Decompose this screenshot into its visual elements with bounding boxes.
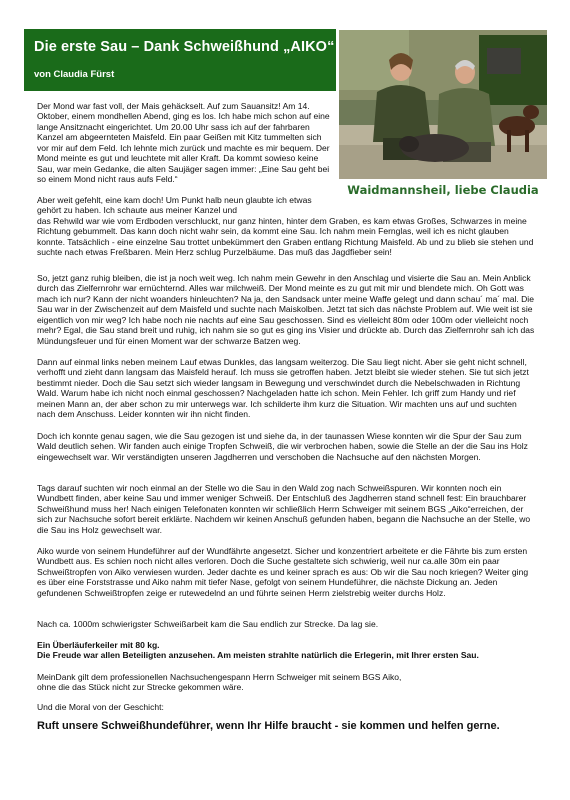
- thanks-line-1: MeinDank gilt dem professionellen Nachsuchengespann Herrn Schweiger mit seinem BGS Aiko,: [37, 672, 402, 682]
- paragraph-1: Der Mond war fast voll, der Mais gehäckselt. Auf zum Sauansitz! Am 14. Oktober, einem mondhellen Abend, ging es los. Ich habe mich schon auf eine lange Ansitznacht eingerichtet. Um 20.00 Uhr sass ich auf der fahrbaren Kanzel am abgeernteten Maisfeld. Ein paar Geißen mit Kitz tummelten sich vor mir auf dem Feld. Ich lehnte mich zurück und machte es mir bequem. Der Mond meinte es gut und leuchtete mit aller Kraft. Da kommt sowieso keine Sau, war mein Gedanke, die alten Saujäger sagen immer: „Eine Sau geht bei so einem Mond nicht raus aufs Feld.“: [37, 101, 330, 185]
- title-banner: [24, 29, 336, 91]
- moral-intro: Und die Moral von der Geschicht:: [37, 702, 164, 712]
- paragraph-2: das Rehwild war wie vom Erdboden verschluckt, nur ganz hinten, hinter dem Graben, es kam etwas Großes, Schwarzes in meine Richtung gebummelt. Das kann doch nicht wahr sein, da kommt eine Sau. Ich nahm mein Fernglas, weil ich es nicht glauben konnte. Tatsächlich - eine einzelne Sau trottet unbekümmert den Graben entlang Richtung Maisfeld. Ab und zu blieb sie stehen und suchte nach etwas Freßbaren. Mein Herz schlug Purzelbäume. Das muß das Jagdfieber sein!: [37, 216, 534, 258]
- paragraph-2-intro: Aber weit gefehlt, eine kam doch! Um Punkt halb neun glaubte ich etwas gehört zu haben. Ich schaute aus meiner Kanzel und: [37, 195, 312, 216]
- paragraph-3: So, jetzt ganz ruhig bleiben, die ist ja noch weit weg. Ich nahm mein Gewehr in den Anschlag und visierte die Sau an. Mein Anblick durch das Zielfernrohr war ernüchternd. Alles war milchweiß. Der Mond meinte es zu gut mit mir und blendete mich. Oh Gott was mach ich nur? Kann der nicht woanders hinleuchten? Na ja, den Sandsack unter meine Waffe gelegt und dann schau´ ma´ mal. Die Sau war in der Zwischenzeit auf dem Maisfeld und suchte nach Maiskolben. Jetzt tat sich das nächste Problem auf. Wie weit ist sie eigentlich von mir weg? Ich habe noch nie nachts auf eine Sau geschossen. Sind es vielleicht 80m oder 100m oder vielleicht noch mehr? Egal, die Sau stand breit und ruhig, ich nahm sie so gut es ging ins Visier und drückte ab. Durch das Zielfernrohr sah ich das Mündungsfeuer und für einen Moment war der schwarze Batzen weg.: [37, 273, 535, 346]
- paragraph-6: Tags darauf suchten wir noch einmal an der Stelle wo die Sau in den Wald zog nach Schweißspuren. Wir konnten noch ein Wundbett finden, aber keine Sau und immer weniger Schweiß. Der Entschluß des Jagdherren stand schnell fest: Ein brauchbarer Schweißhund muss her! Nach einigen Telefonaten konnten wir schließlich Herrn Schweiger mit seinem BGS „Aiko“erreichen, der sich zur Nachsuche sofort bereit erklärte. Nachdem wir keinen Anschuß gefunden haben, begann die Nachsuche an der Stelle, wo die Sau ins Holz gewechselt war.: [37, 483, 531, 535]
- joy-statement: Die Freude war allen Beteiligten anzusehen. Am meisten strahlte natürlich die Erlegerin, mit Ihrer ersten Sau.: [37, 650, 479, 660]
- article-author: von Claudia Fürst: [34, 69, 115, 80]
- closing-appeal: Ruft unsere Schweißhundeführer, wenn Ihr Hilfe braucht - sie kommen und helfen gerne.: [37, 720, 500, 732]
- photo-illustration: [339, 30, 547, 179]
- hunting-photo: [339, 30, 547, 179]
- photo-caption: Waidmannsheil, liebe Claudia: [347, 183, 539, 197]
- paragraph-4: Dann auf einmal links neben meinem Lauf etwas Dunkles, das langsam weiterzog. Die Sau liegt nicht. Aber sie geht nicht schnell, verhofft und zieht dann langsam das Maisfeld herauf. Ich muss sie getroffen haben. Jetzt bleibt sie wieder stehen. Sie tut sich jetzt bestimmt nieder. Doch die Sau setzt sich wieder langsam in Bewegung und verschwindet durch die Nebelschwaden in Richtung Wald. Warum habe ich nicht noch einmal geschossen? Nachgeladen hatte ich schon. Mein Fehler. Ich griff zum Handy und rief meinen Mann an, der aber schon zu mir unterwegs war. Ich schilderte ihm kurz die Situation. Wir machten uns auf und suchten nach dem Anschuss. Leider konnten wir ihn nicht finden.: [37, 357, 529, 420]
- article-title: Die erste Sau – Dank Schweißhund „AIKO“: [34, 39, 335, 55]
- paragraph-5: Doch ich konnte genau sagen, wie die Sau gezogen ist und siehe da, in der taunassen Wiese konnten wir die Spur der Sau zum Wald deutlich sehen. Wir fanden auch einige Tropfen Schweiß, die wir verbrochen haben, sowie die Stelle an der die Sau ins Holz eingewechselt war. Wir verständigten unseren Jagdherren und verschoben die Nachsuche auf den nächsten Morgen.: [37, 431, 528, 462]
- thanks-line-2: ohne die das Stück nicht zur Strecke gekommen wäre.: [37, 682, 244, 692]
- paragraph-7: Aiko wurde von seinem Hundeführer auf der Wundfährte angesetzt. Sicher und konzentriert arbeitete er die Fährte bis zum ersten Wundbett aus. Es schien noch nicht alles verloren. Doch die Suche gestaltete sich schwierig, weil nur ca.alle 30m ein paar Schweißtropfen von Aiko verwiesen wurden. Jeder dachte es und keiner sprach es aus: Ob wir die Sau noch kriegen? Weiter ging es über eine Forststrasse und Aiko nahm mit tiefer Nase, gefolgt von seinem Hundeführer, die nächste Dickung an. Jeden gefundenen Schweißtropfen zeige er rutewedelnd an und führte seinen Herrn zielstrebig weiter durchs Holz.: [37, 546, 529, 598]
- paragraph-8: Nach ca. 1000m schwierigster Schweißarbeit kam die Sau endlich zur Strecke. Da lag sie.: [37, 619, 379, 629]
- trophy-weight: Ein Überläuferkeiler mit 80 kg.: [37, 640, 160, 650]
